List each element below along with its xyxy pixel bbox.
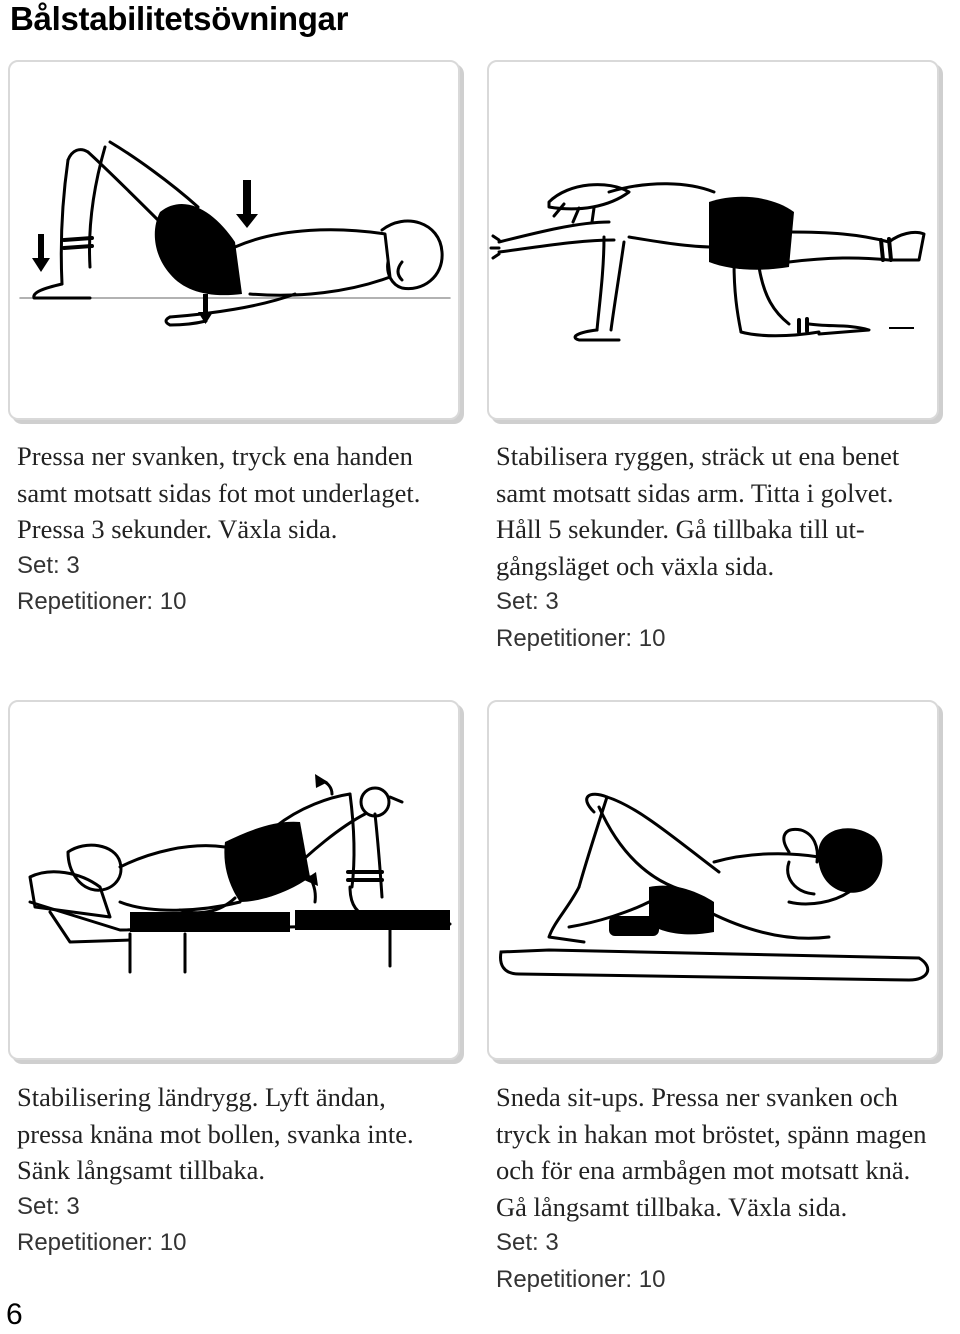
- caption-line: Stabilisera ryggen, sträck ut ena benet: [496, 441, 900, 471]
- oblique-situp-illustration: [489, 702, 937, 1058]
- caption-line: Sneda sit-ups. Pressa ner svanken och: [496, 1082, 898, 1112]
- caption-line: Pressa 3 sekunder. Växla sida.: [17, 514, 338, 544]
- exercise-image-2: [487, 60, 939, 420]
- exercise-caption-2: [496, 438, 899, 657]
- caption-line: Håll 5 sekunder. Gå tillbaka till ut-: [496, 514, 865, 544]
- sets-label: Set: 3: [496, 588, 559, 615]
- caption-line: tryck in hakan mot bröstet, spänn magen: [496, 1118, 927, 1149]
- exercise-caption-3: [17, 1079, 414, 1262]
- caption-line: samt motsatt sidas fot mot underlaget.: [17, 477, 421, 508]
- caption-line: Pressa ner svanken, tryck ena handen: [17, 441, 413, 471]
- caption-line: samt motsatt sidas arm. Titta i golvet.: [496, 477, 894, 508]
- caption-line: Gå långsamt tillbaka. Växla sida.: [496, 1191, 848, 1222]
- reps-label: Repetitioner: 10: [17, 1229, 187, 1256]
- page-title: Bålstabilitetsövningar: [10, 0, 349, 37]
- caption-line: gångsläget och växla sida.: [496, 550, 775, 581]
- exercise-caption-4: [496, 1079, 927, 1298]
- bird-dog-illustration: [489, 62, 937, 418]
- bridge-press-illustration: [10, 62, 458, 418]
- exercise-caption-1: [17, 438, 420, 621]
- caption-line: pressa knäna mot bollen, svanka inte.: [17, 1118, 414, 1149]
- reps-label: Repetitioner: 10: [496, 1265, 666, 1293]
- hip-lift-ball-illustration: [10, 702, 458, 1058]
- caption-line: Stabilisering ländrygg. Lyft ändan,: [17, 1082, 386, 1112]
- exercise-image-4: [487, 700, 939, 1060]
- sets-label: Set: 3: [496, 1229, 559, 1256]
- caption-line: och för ena armbågen mot motsatt knä.: [496, 1155, 911, 1185]
- sets-label: Set: 3: [17, 551, 80, 579]
- exercise-image-1: [8, 60, 460, 420]
- reps-label: Repetitioner: 10: [17, 588, 187, 615]
- caption-line: Sänk långsamt tillbaka.: [17, 1155, 266, 1185]
- exercise-image-3: [8, 700, 460, 1060]
- reps-label: Repetitioner: 10: [496, 624, 666, 652]
- sets-label: Set: 3: [17, 1192, 80, 1220]
- page-number: 6: [6, 1298, 23, 1331]
